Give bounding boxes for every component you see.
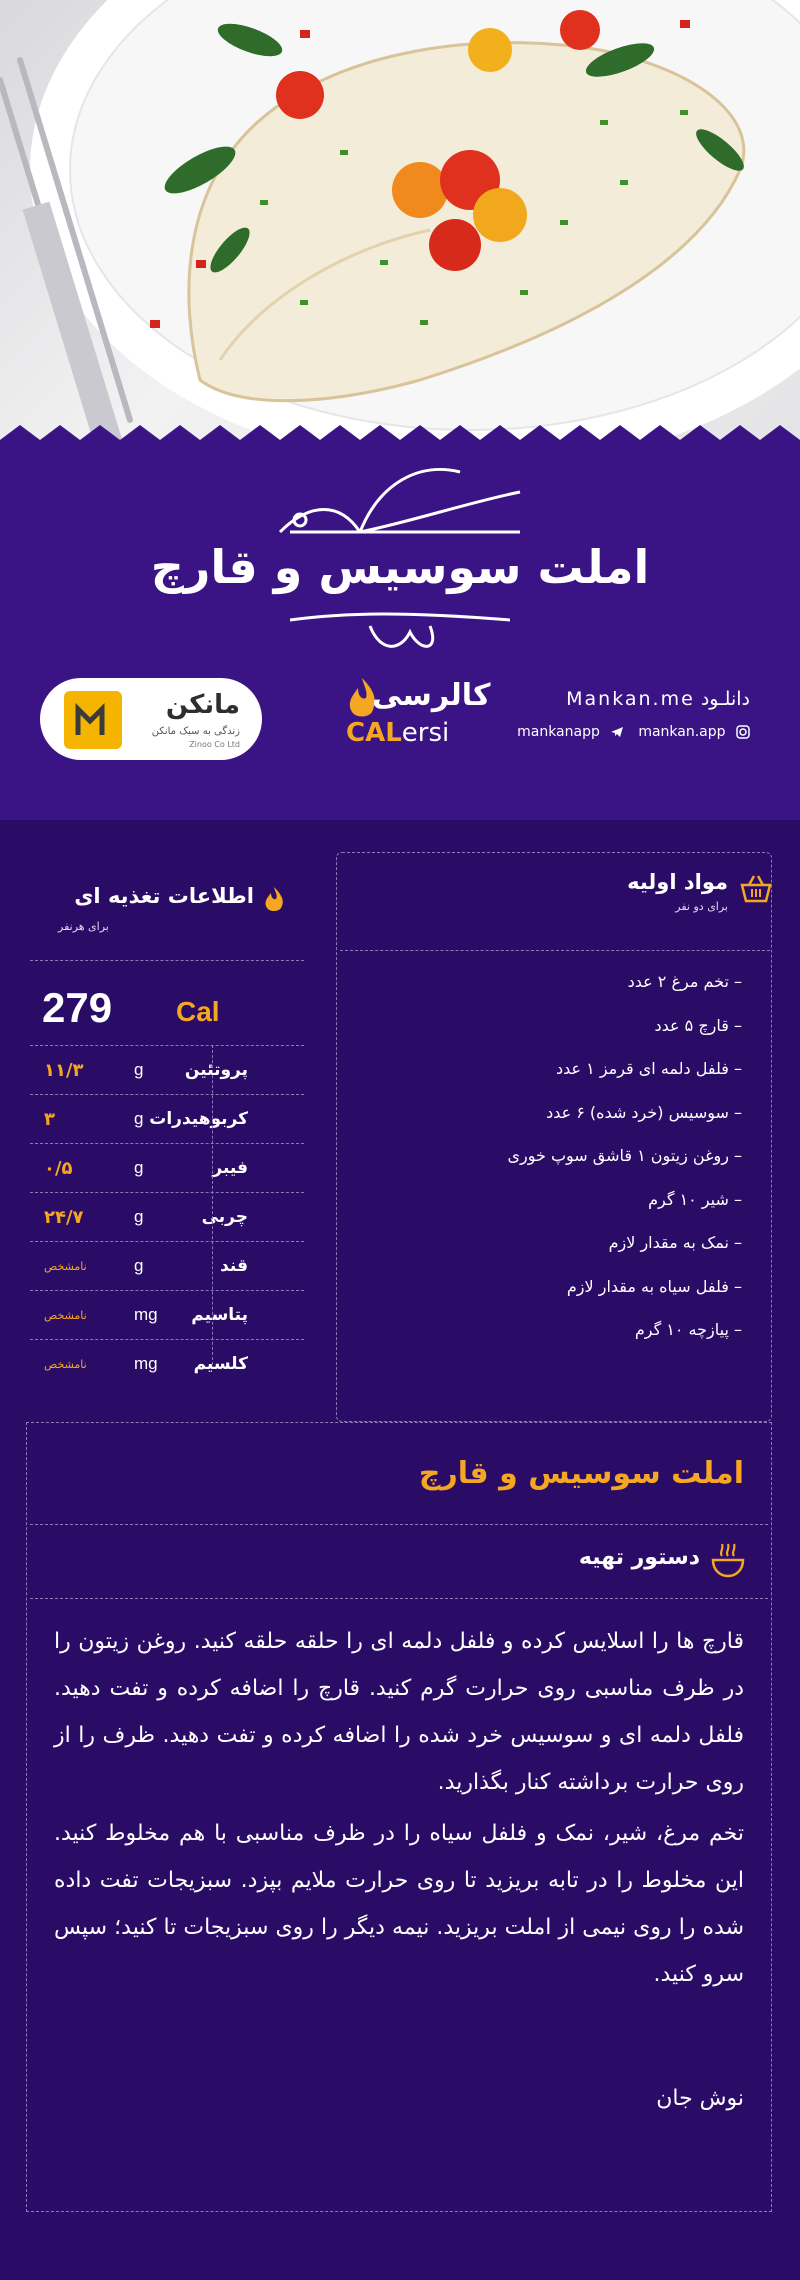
nutrient-name: کربوهیدرات bbox=[149, 1109, 248, 1129]
nutrient-name: پروتئین bbox=[184, 1060, 248, 1080]
nutrient-name: قند bbox=[220, 1256, 248, 1276]
telegram-icon bbox=[610, 725, 624, 739]
table-row bbox=[30, 1143, 304, 1192]
nutrient-value: نامشخص bbox=[44, 1358, 87, 1371]
nutrient-value: ۳ bbox=[44, 1109, 55, 1130]
table-row bbox=[30, 1339, 304, 1388]
instagram-icon bbox=[736, 725, 750, 739]
nutrition-table bbox=[30, 1045, 304, 1388]
list-item: – روغن زیتون ۱ قاشق سوپ خوری bbox=[507, 1146, 742, 1165]
ornament-top-icon bbox=[270, 462, 530, 542]
list-item: – تخم مرغ ۲ عدد bbox=[627, 972, 742, 991]
mankan-logo-tagline: زندگی به سبک مانکن bbox=[151, 726, 240, 737]
nutrient-unit: mg bbox=[134, 1305, 158, 1324]
table-row bbox=[30, 1094, 304, 1143]
divider bbox=[340, 950, 770, 951]
ingredients-title: مواد اولیه bbox=[627, 870, 728, 894]
page-title: املت سوسیس و قارچ bbox=[150, 540, 650, 594]
calersi-logo-en-b: ersi bbox=[401, 718, 450, 748]
nutrient-name: چربی bbox=[201, 1207, 248, 1227]
nutrition-subtitle: برای هرنفر bbox=[58, 920, 109, 933]
mankan-logo-icon bbox=[64, 691, 122, 749]
nutrient-value: ۱۱/۳ bbox=[44, 1060, 84, 1081]
list-item: – شیر ۱۰ گرم bbox=[648, 1189, 742, 1209]
mankan-logo[interactable] bbox=[40, 678, 262, 760]
nutrient-unit: mg bbox=[134, 1354, 158, 1373]
list-item: – قارچ ۵ عدد bbox=[654, 1015, 742, 1035]
table-row bbox=[30, 1241, 304, 1290]
nutrient-name: پتاسیم bbox=[191, 1305, 248, 1325]
instagram-handle: mankan.app bbox=[638, 724, 726, 740]
calersi-logo-en bbox=[346, 718, 449, 748]
nutrient-unit: g bbox=[134, 1060, 144, 1079]
table-row bbox=[30, 1192, 304, 1241]
nutrition-title: اطلاعات تغذیه ای bbox=[74, 884, 254, 908]
ingredients-subtitle: برای دو نفر bbox=[675, 900, 728, 913]
telegram-handle: mankanapp bbox=[517, 724, 600, 740]
mankan-logo-name: مانکن bbox=[165, 690, 240, 720]
social-links bbox=[517, 724, 750, 740]
nutrient-name: فیبر bbox=[212, 1158, 248, 1178]
calersi-logo-fa: کالرسی bbox=[372, 678, 491, 713]
bowl-icon bbox=[710, 1542, 746, 1578]
ingredients-list bbox=[342, 972, 742, 1364]
calersi-logo-en-a: CAL bbox=[346, 718, 402, 748]
nutrient-value: ۰/۵ bbox=[44, 1158, 73, 1179]
table-row bbox=[30, 1290, 304, 1339]
calories-unit: Cal bbox=[176, 996, 220, 1027]
nutrient-unit: g bbox=[134, 1109, 144, 1128]
instagram-link[interactable] bbox=[638, 724, 750, 740]
step-paragraph: تخم مرغ، شیر، نمک و فلفل سیاه را در ظرف مناسبی با هم مخلوط کنید. این مخلوط را در تابه بریزید تا روی حرارت ملایم بپزد. سبزیجات تفت داده شده را روی نیمی از املت بریزید. نیمه دیگر را روی سبزیجات تا کنید؛ سپس سرو کنید. bbox=[54, 1821, 744, 1987]
nutrient-value: ۲۴/۷ bbox=[44, 1207, 84, 1228]
divider bbox=[30, 1524, 768, 1525]
ornament-bottom-icon bbox=[290, 612, 510, 662]
list-item: – سوسیس (خرد شده) ۶ عدد bbox=[546, 1102, 742, 1122]
mankan-logo-subtitle: Zinoo Co Ltd bbox=[189, 740, 240, 749]
list-item: – نمک به مقدار لازم bbox=[608, 1233, 742, 1252]
nutrient-unit: g bbox=[134, 1158, 144, 1177]
calories-value: 279 bbox=[42, 984, 113, 1031]
nutrient-unit: g bbox=[134, 1207, 144, 1226]
nutrient-value: نامشخص bbox=[44, 1309, 87, 1322]
list-item: – پیازچه ۱۰ گرم bbox=[634, 1320, 742, 1339]
nutrient-unit: g bbox=[134, 1256, 144, 1275]
closing-text: نوش جان bbox=[656, 2086, 744, 2111]
omelette-illustration bbox=[0, 0, 800, 440]
step-paragraph: قارچ ها را اسلایس کرده و فلفل دلمه ای را حلقه حلقه کنید. روغن زیتون را در ظرف مناسبی روی حرارت گرم کنید. قارچ را اضافه کرده و تفت دهید. فلفل دلمه ای و سوسیس خرد شده را اضافه کرده و تفت دهید. ظرف را از روی حرارت برداشته کنار بگذارید. bbox=[54, 1629, 744, 1795]
telegram-link[interactable] bbox=[517, 724, 624, 740]
hero-photo bbox=[0, 0, 800, 440]
nutrient-name: کلسیم bbox=[193, 1354, 248, 1374]
recipe-title: املت سوسیس و قارچ bbox=[418, 1456, 744, 1491]
table-row bbox=[30, 1045, 304, 1094]
divider bbox=[30, 960, 304, 961]
table-divider bbox=[212, 1045, 213, 1365]
download-link[interactable]: دانلـود Mankan.me bbox=[566, 688, 750, 710]
list-item: – فلفل سیاه به مقدار لازم bbox=[566, 1276, 742, 1296]
ingredients-header bbox=[627, 870, 772, 913]
divider bbox=[30, 1598, 768, 1599]
method-title: دستور تهیه bbox=[578, 1545, 700, 1570]
list-item: – فلفل دلمه ای قرمز ۱ عدد bbox=[555, 1059, 742, 1078]
nutrient-value: نامشخص bbox=[44, 1260, 87, 1273]
method-steps bbox=[54, 1618, 744, 2002]
